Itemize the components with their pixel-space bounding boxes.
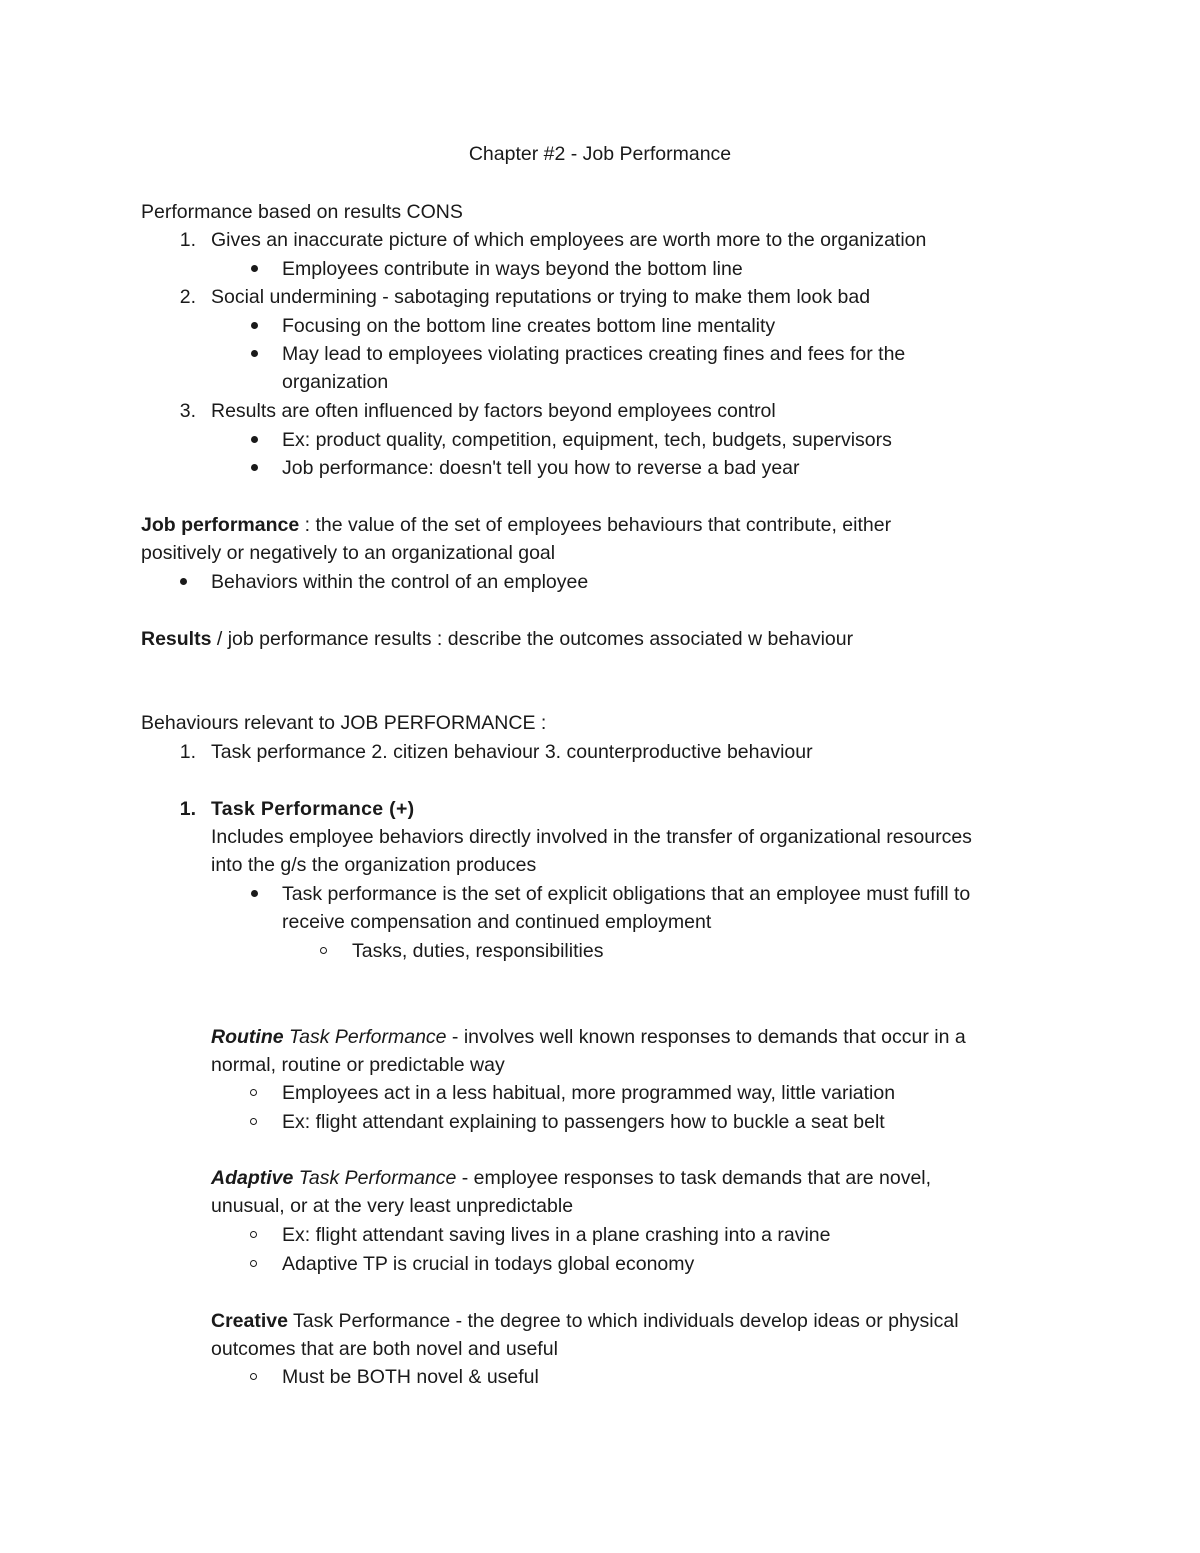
cons-item-2: Social undermining - sabotaging reputations or trying to make them look bad — [211, 286, 871, 308]
creative-item: Must be BOTH novel & useful — [282, 1366, 539, 1388]
task-performance-bullet: Task performance is the set of explicit obligations that an employee must fufill to — [282, 883, 971, 905]
cons-item-3-bullet: Ex: product quality, competition, equipment, tech, budgets, supervisors — [282, 429, 892, 451]
job-performance-definition — [141, 513, 891, 537]
creative-def-cont: outcomes that are both novel and useful — [211, 1338, 558, 1360]
cons-item-2-bullet: Focusing on the bottom line creates bottom line mentality — [282, 315, 776, 337]
page-title: Chapter #2 - Job Performance — [468, 143, 732, 165]
adaptive-term: Adaptive — [211, 1167, 294, 1189]
behaviours-heading: Behaviours relevant to JOB PERFORMANCE : — [141, 712, 547, 734]
adaptive-item: Adaptive TP is crucial in todays global economy — [282, 1253, 695, 1275]
bullet-icon — [251, 464, 258, 471]
cons-heading: Performance based on results CONS — [141, 201, 463, 223]
task-performance-desc-cont: into the g/s the organization produces — [211, 854, 537, 876]
results-definition — [141, 627, 853, 651]
adaptive-def: - employee responses to task demands that are novel, — [456, 1167, 932, 1189]
adaptive-term-rest: Task Performance — [293, 1167, 457, 1189]
task-performance-sub: Tasks, duties, responsibilities — [352, 940, 604, 962]
list-number: 1. — [179, 741, 196, 763]
circle-bullet-icon — [320, 947, 327, 954]
task-performance-bullet-cont: receive compensation and continued employment — [282, 911, 712, 933]
adaptive-definition — [211, 1166, 931, 1190]
routine-term: Routine — [211, 1026, 284, 1048]
job-performance-bullet: Behaviors within the control of an employee — [211, 571, 589, 593]
circle-bullet-icon — [250, 1260, 257, 1267]
adaptive-def-cont: unusual, or at the very least unpredictable — [211, 1195, 574, 1217]
list-number: 3. — [179, 400, 196, 422]
cons-item-2-bullet: May lead to employees violating practices creating fines and fees for the — [282, 343, 906, 365]
circle-bullet-icon — [250, 1089, 257, 1096]
bullet-icon — [180, 578, 187, 585]
routine-def-cont: normal, routine or predictable way — [211, 1054, 505, 1076]
creative-def: Task Performance - the degree to which individuals develop ideas or physical — [287, 1310, 959, 1332]
job-performance-def-cont: positively or negatively to an organizational goal — [141, 542, 556, 564]
list-number: 1. — [179, 798, 196, 820]
job-performance-def: : the value of the set of employees behaviours that contribute, either — [299, 514, 892, 536]
adaptive-item: Ex: flight attendant saving lives in a plane crashing into a ravine — [282, 1224, 831, 1246]
routine-definition — [211, 1025, 966, 1049]
routine-item: Ex: flight attendant explaining to passengers how to buckle a seat belt — [282, 1111, 885, 1133]
list-number: 1. — [179, 229, 196, 251]
cons-item-3-bullet: Job performance: doesn't tell you how to reverse a bad year — [282, 457, 800, 479]
routine-def: - involves well known responses to demands that occur in a — [446, 1026, 966, 1048]
bullet-icon — [251, 322, 258, 329]
circle-bullet-icon — [250, 1373, 257, 1380]
routine-term-rest: Task Performance — [283, 1026, 447, 1048]
results-term: Results — [141, 628, 212, 650]
cons-item-3: Results are often influenced by factors beyond employees control — [211, 400, 776, 422]
cons-item-1-bullet: Employees contribute in ways beyond the bottom line — [282, 258, 743, 280]
task-performance-desc: Includes employee behaviors directly involved in the transfer of organizational resources — [211, 826, 972, 848]
results-def: / job performance results : describe the outcomes associated w behaviour — [211, 628, 854, 650]
list-number: 2. — [179, 286, 196, 308]
bullet-icon — [251, 350, 258, 357]
behaviours-list: Task performance 2. citizen behaviour 3. counterproductive behaviour — [211, 741, 813, 763]
circle-bullet-icon — [250, 1231, 257, 1238]
bullet-icon — [251, 890, 258, 897]
task-performance-heading: Task Performance (+) — [211, 798, 415, 820]
creative-definition — [211, 1309, 959, 1333]
bullet-icon — [251, 265, 258, 272]
job-performance-term: Job performance — [141, 514, 300, 536]
routine-item: Employees act in a less habitual, more programmed way, little variation — [282, 1082, 896, 1104]
circle-bullet-icon — [250, 1118, 257, 1125]
creative-term: Creative — [211, 1310, 288, 1332]
bullet-icon — [251, 436, 258, 443]
cons-item-2-bullet-cont: organization — [282, 371, 389, 393]
cons-item-1: Gives an inaccurate picture of which employees are worth more to the organization — [211, 229, 927, 251]
